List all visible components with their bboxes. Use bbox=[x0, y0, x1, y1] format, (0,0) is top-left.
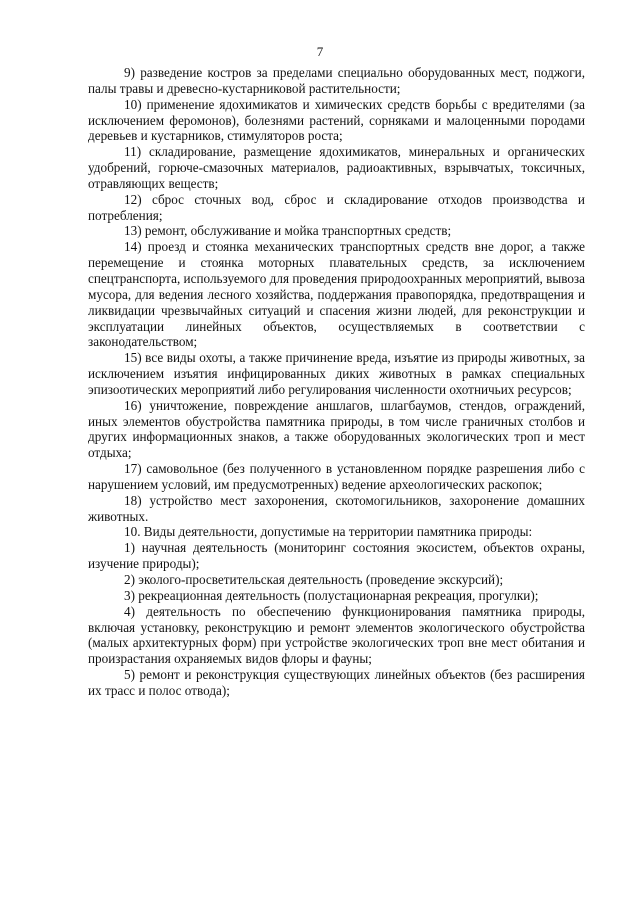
allowed-item-4: 4) деятельность по обеспечению функционирования памятника природы, включая установку, реконструкцию и ремонт элементов экологического обустройства (малых архитектурных форм) при устройстве экологических троп вне мест обитания и произрастания охраняемых видов флоры и фауны; bbox=[88, 603, 585, 667]
allowed-item-2: 2) эколого-просветительская деятельность (проведение экскурсий); bbox=[124, 572, 504, 587]
allowed-item-1: 1) научная деятельность (мониторинг состояния экосистем, объектов охраны, изучение природы); bbox=[88, 540, 585, 572]
prohibition-item-15: 15) все виды охоты, а также причинение вреда, изъятие из природы животных, за исключением изъятия инфицированных диких животных в рамках специальных эпизоотических мероприятий либо регулирования численности охотничьих ресурсов; bbox=[88, 350, 585, 397]
prohibition-item-18: 18) устройство мест захоронения, скотомогильников, захоронение домашних животных. bbox=[88, 492, 585, 524]
prohibition-item-14: 14) проезд и стоянка механических транспортных средств вне дорог, а также перемещение и стоянка моторных плавательных средств, за исключением спецтранспорта, используемого для проведения природоохранных мероприятий, вывоза мусора, для ведения лесного хозяйства, поддержания правопорядка, предотвращения и ликвидации чрезвычайных ситуаций и спасения жизни людей, для реконструкции и эксплуатации линейных объектов, осуществляемых в соответствии с законодательством; bbox=[88, 239, 585, 350]
document-body bbox=[88, 65, 585, 699]
section-10-heading: 10. Виды деятельности, допустимые на территории памятника природы: bbox=[124, 524, 533, 540]
prohibition-item-12: 12) сброс сточных вод, сброс и складирование отходов производства и потребления; bbox=[88, 191, 585, 223]
prohibition-item-10: 10) применение ядохимикатов и химических средств борьбы с вредителями (за исключением феромонов), болезнями растений, сорняками и малоценными породами деревьев и кустарников, стимуляторов роста; bbox=[88, 96, 585, 144]
prohibition-item-16: 16) уничтожение, повреждение аншлагов, шлагбаумов, стендов, ограждений, иных элементов обустройства памятника природы, в том числе граничных столбов и других информационных знаков, а также оборудованных экологических троп и мест отдыха; bbox=[88, 397, 585, 461]
page-number: 7 bbox=[316, 44, 324, 59]
prohibition-item-11: 11) складирование, размещение ядохимикатов, минеральных и органических удобрений, горюче-смазочных материалов, радиоактивных, взрывчатых, токсичных, отравляющих веществ; bbox=[88, 144, 585, 191]
allowed-item-5: 5) ремонт и реконструкция существующих линейных объектов (без расширения их трасс и полос отвода); bbox=[88, 667, 585, 698]
allowed-item-3: 3) рекреационная деятельность (полустационарная рекреация, прогулки); bbox=[124, 587, 539, 603]
prohibition-item-17: 17) самовольное (без полученного в установленном порядке разрешения либо с нарушением условий, им предусмотренных) ведение археологических раскопок; bbox=[88, 461, 585, 492]
prohibition-item-9: 9) разведение костров за пределами специально оборудованных мест, поджоги, палы травы и древесно-кустарниковой растительности; bbox=[88, 65, 585, 96]
prohibition-item-13: 13) ремонт, обслуживание и мойка транспортных средств; bbox=[124, 223, 452, 239]
